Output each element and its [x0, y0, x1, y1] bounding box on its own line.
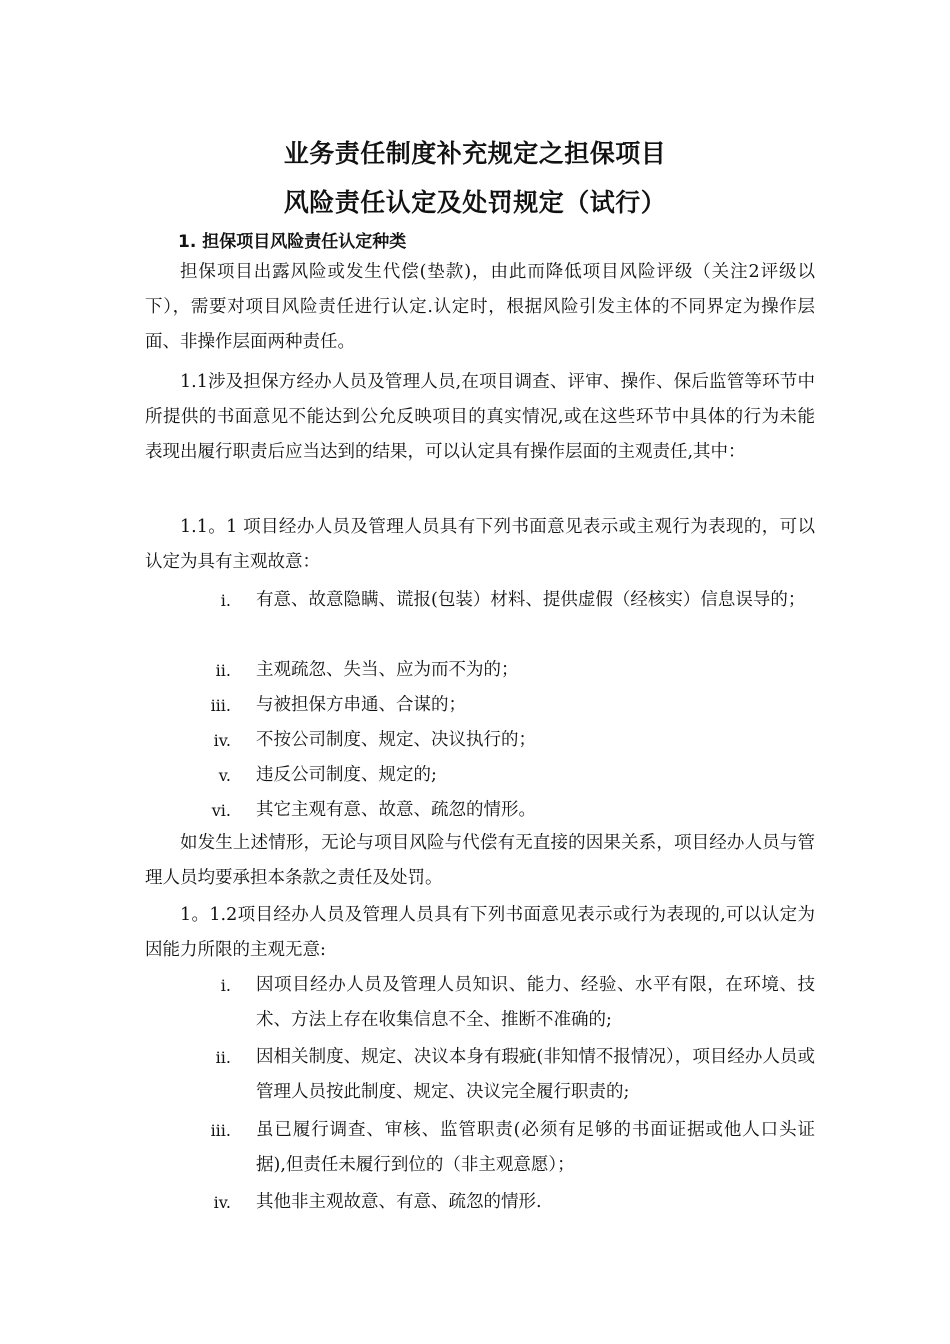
list-item-number: ii.	[215, 661, 231, 680]
list-item-text: 其它主观有意、故意、疏忽的情形。	[256, 800, 536, 820]
paragraph-1-1-1: 1.1。1 项目经办人员及管理人员具有下列书面意见表示或主观行为表现的，可以认定为具有主观故意：	[145, 517, 815, 572]
list-item-text: 有意、故意隐瞒、谎报(包装）材料、提供虚假（经核实）信息误导的；	[256, 590, 806, 610]
list-item-text: 不按公司制度、规定、决议执行的；	[256, 730, 536, 750]
list-item-text: 因项目经办人员及管理人员知识、能力、经验、水平有限，在环境、技术、方法上存在收集信息不全、推断不准确的;	[256, 975, 815, 1030]
list-item-number: iii.	[210, 696, 231, 715]
list-item-number: iv.	[213, 1193, 231, 1212]
list-item-text: 主观疏忽、失当、应为而不为的；	[256, 660, 519, 680]
list-item-number: iii.	[210, 1121, 231, 1140]
list-item-text: 因相关制度、规定、决议本身有瑕疵(非知情不报情况），项目经办人员或管理人员按此制度、规定、决议完全履行职责的;	[256, 1047, 815, 1102]
paragraph-risk-intro: 担保项目出露风险或发生代偿(垫款)，由此而降低项目风险评级（关注2评级以下），需要对项目风险责任进行认定.认定时，根据风险引发主体的不同界定为操作层面、非操作层面两种责任。	[145, 262, 815, 352]
list-item	[145, 583, 815, 653]
list-item-text: 虽已履行调查、审核、监管职责(必须有足够的书面证据或他人口头证据),但责任未履行到位的（非主观意愿）；	[256, 1120, 815, 1175]
section-heading: 1. 担保项目风险责任认定种类	[178, 232, 407, 252]
document-title-line-1: 业务责任制度补充规定之担保项目	[283, 139, 667, 168]
list-item-number: vi.	[211, 801, 231, 820]
paragraph-1-1: 1.1涉及担保方经办人员及管理人员,在项目调查、评审、操作、保后监管等环节中所提供的书面意见不能达到公允反映项目的真实情况,或在这些环节中具体的行为未能表现出履行职责后应当达到的结果，可以认定具有操作层面的主观责任,其中：	[145, 372, 815, 462]
paragraph-1-1-2: 1。1.2项目经办人员及管理人员具有下列书面意见表示或行为表现的,可以认定为因能力所限的主观无意:	[145, 905, 815, 960]
list-item	[145, 1040, 815, 1110]
list-item-text: 违反公司制度、规定的;	[256, 765, 437, 785]
list-item	[145, 1113, 815, 1183]
list-item-number: v.	[218, 766, 231, 785]
list-item-number: i.	[220, 976, 231, 995]
paragraph-consequence: 如发生上述情形，无论与项目风险与代偿有无直接的因果关系，项目经办人员与管理人员均要承担本条款之责任及处罚。	[145, 833, 815, 888]
list-item	[145, 968, 815, 1038]
document-title-line-2: 风险责任认定及处罚规定（试行）	[283, 188, 667, 217]
list-item-number: ii.	[215, 1048, 231, 1067]
list-item	[145, 1185, 815, 1255]
list-item-number: iv.	[213, 731, 231, 750]
list-item-text: 与被担保方串通、合谋的；	[256, 695, 466, 715]
list-item-text: 其他非主观故意、有意、疏忽的情形.	[256, 1192, 542, 1212]
list-item-number: i.	[220, 591, 231, 610]
